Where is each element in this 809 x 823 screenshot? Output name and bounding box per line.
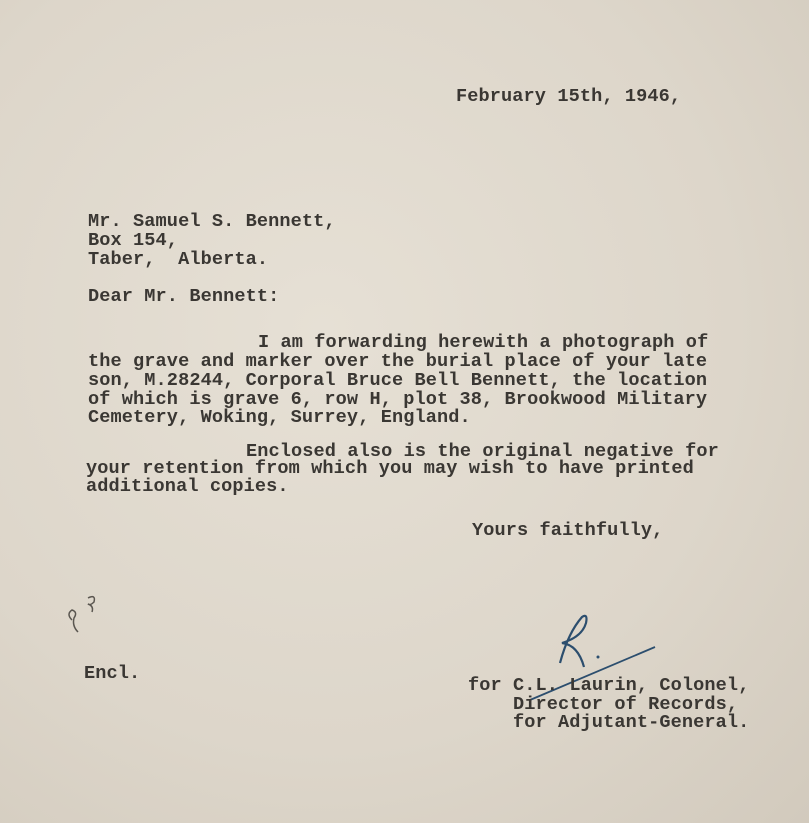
paragraph-2-line: additional copies. xyxy=(86,476,289,497)
paragraph-1-line: son, M.28244, Corporal Bruce Bell Bennett, the location xyxy=(88,370,708,391)
recipient-city: Taber, Alberta. xyxy=(88,249,269,270)
paragraph-2-line: Enclosed also is the original negative for xyxy=(246,441,719,462)
signature-line: Director of Records, xyxy=(513,694,739,715)
recipient-box: Box 154, xyxy=(88,230,179,251)
salutation: Dear Mr. Bennett: xyxy=(88,286,280,307)
paragraph-1-line: Cemetery, Woking, Surrey, England. xyxy=(88,407,471,428)
signature-line: for C.L. Laurin, Colonel, xyxy=(468,675,750,696)
paragraph-2-line: your retention from which you may wish to have printed xyxy=(86,458,694,479)
enclosure-note: Encl. xyxy=(84,663,141,684)
handwritten-note xyxy=(58,590,118,640)
signature-line: for Adjutant-General. xyxy=(513,712,750,733)
closing: Yours faithfully, xyxy=(472,520,664,541)
paragraph-1-line: the grave and marker over the burial place of your late xyxy=(88,351,708,372)
recipient-name: Mr. Samuel S. Bennett, xyxy=(88,211,336,232)
paragraph-1-line: of which is grave 6, row H, plot 38, Brookwood Military xyxy=(88,389,708,410)
letter-date: February 15th, 1946, xyxy=(456,86,682,107)
paragraph-1-line: I am forwarding herewith a photograph of xyxy=(258,332,709,353)
